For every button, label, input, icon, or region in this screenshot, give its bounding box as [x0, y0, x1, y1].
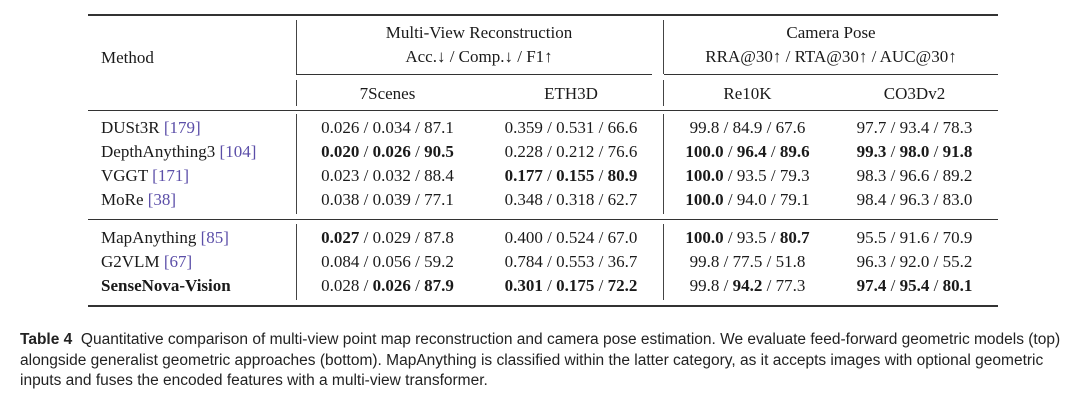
bottom-rule [88, 305, 998, 307]
group2-metrics: RRA@30↑ / RTA@30↑ / AUC@30↑ [705, 47, 957, 66]
table-cell: 0.084 / 0.056 / 59.2 [321, 252, 454, 271]
table-cell: 0.400 / 0.524 / 67.0 [504, 228, 638, 247]
table-cell: 99.3 / 98.0 / 91.8 [856, 142, 973, 161]
method-name: VGGT [171] [101, 166, 189, 185]
table-cell: 0.348 / 0.318 / 62.7 [504, 190, 638, 209]
group-separator-rule [88, 219, 998, 220]
table-cell: 99.8 / 94.2 / 77.3 [689, 276, 806, 295]
dataset-header: CO3Dv2 [883, 84, 946, 103]
citation-link[interactable]: [179] [163, 118, 201, 137]
table-cell: 97.7 / 93.4 / 78.3 [856, 118, 973, 137]
table-cell: 96.3 / 92.0 / 55.2 [856, 252, 973, 271]
table-cell: 0.020 / 0.026 / 90.5 [321, 142, 454, 161]
group1-cmidrule [296, 74, 652, 75]
method-name: MoRe [38] [101, 190, 177, 209]
table-cell: 99.8 / 77.5 / 51.8 [689, 252, 806, 271]
citation-link[interactable]: [85] [200, 228, 229, 247]
table-cell: 100.0 / 93.5 / 79.3 [685, 166, 810, 185]
dataset-header: 7Scenes [359, 84, 416, 103]
table-cell: 100.0 / 94.0 / 79.1 [685, 190, 810, 209]
group2-title: Camera Pose [786, 23, 876, 42]
table-cell: 98.3 / 96.6 / 89.2 [856, 166, 973, 185]
group1-title: Multi-View Reconstruction [385, 23, 573, 42]
table-cell: 97.4 / 95.4 / 80.1 [856, 276, 973, 295]
table-cell: 0.359 / 0.531 / 66.6 [504, 118, 638, 137]
method-header: Method [101, 48, 154, 67]
citation-link[interactable]: [171] [152, 166, 189, 185]
table-cell: 0.028 / 0.026 / 87.9 [321, 276, 454, 295]
group1-metrics: Acc.↓ / Comp.↓ / F1↑ [405, 47, 553, 66]
table-cell: 98.4 / 96.3 / 83.0 [856, 190, 973, 209]
table-cell: 0.177 / 0.155 / 80.9 [504, 166, 638, 185]
method-name: G2VLM [67] [101, 252, 193, 271]
dataset-header: ETH3D [544, 84, 598, 103]
table-cell: 0.301 / 0.175 / 72.2 [504, 276, 638, 295]
group2-cmidrule [664, 74, 998, 75]
table-cell: 0.027 / 0.029 / 87.8 [321, 228, 454, 247]
table-cell: 100.0 / 93.5 / 80.7 [685, 228, 810, 247]
table-cell: 0.038 / 0.039 / 77.1 [321, 190, 454, 209]
method-name: DUSt3R [179] [101, 118, 201, 137]
dataset-header: Re10K [723, 84, 772, 103]
table-cell: 95.5 / 91.6 / 70.9 [856, 228, 973, 247]
citation-link[interactable]: [38] [147, 190, 177, 209]
method-name: DepthAnything3 [104] [101, 142, 257, 161]
header-rule [88, 110, 998, 111]
method-name: MapAnything [85] [101, 228, 229, 247]
table-cell: 99.8 / 84.9 / 67.6 [689, 118, 806, 137]
table-cell: 0.784 / 0.553 / 36.7 [504, 252, 638, 271]
method-name: SenseNova-Vision [101, 276, 231, 295]
top-rule [88, 14, 998, 16]
table-cell: 100.0 / 96.4 / 89.6 [685, 142, 810, 161]
table-caption [20, 330, 1070, 392]
table-cell: 0.023 / 0.032 / 88.4 [321, 166, 454, 185]
citation-link[interactable]: [104] [219, 142, 257, 161]
citation-link[interactable]: [67] [163, 252, 193, 271]
caption-text: Quantitative comparison of multi-view point map reconstruction and camera pose estimation. We evaluate feed-forward geometric models (top) alongside generalist geometric approaches (bottom). MapAnything is classified within the latter category, as it accepts images with optional geometric inputs and fuses the encoded features with a multi-view transformer. [20, 331, 1061, 389]
caption-label: Table 4 [20, 331, 73, 348]
table-cell: 0.228 / 0.212 / 76.6 [504, 142, 638, 161]
table-cell: 0.026 / 0.034 / 87.1 [321, 118, 454, 137]
